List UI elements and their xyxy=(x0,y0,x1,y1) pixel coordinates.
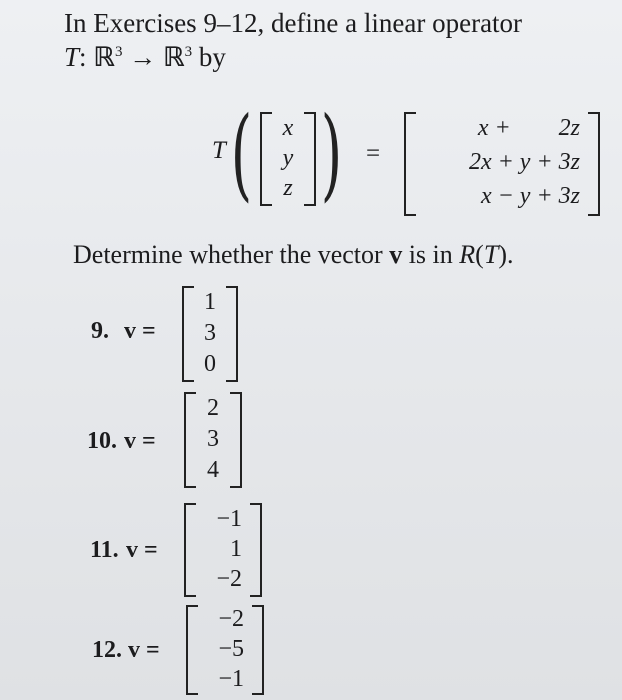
codomain-exponent: 3 xyxy=(184,44,193,60)
vector-v: v xyxy=(389,240,403,269)
by-word: by xyxy=(198,42,226,72)
output-vector xyxy=(404,112,600,216)
operator-symbol: T xyxy=(64,42,80,72)
intro-line-1: In Exercises 9–12, define a linear operator xyxy=(64,8,523,38)
exercise-vector xyxy=(182,286,238,382)
entry-1: −2 xyxy=(218,606,244,632)
operator-T: T xyxy=(212,137,226,164)
exercise-vector xyxy=(186,605,264,695)
instruction-pre: Determine whether the vector xyxy=(73,240,390,269)
colon: : xyxy=(79,42,87,72)
output-row-1: x + 2z xyxy=(477,115,580,141)
entry-2: 3 xyxy=(204,320,216,346)
range-symbol: R xyxy=(459,240,476,269)
input-y: y xyxy=(282,145,294,171)
codomain-symbol: ℝ xyxy=(162,42,185,73)
intro-line-2 xyxy=(64,40,522,75)
operator-ref: T xyxy=(483,240,499,269)
exercise-number: 10. xyxy=(87,428,117,454)
bracket-left xyxy=(184,503,196,597)
exercise-number: 9. xyxy=(91,318,109,344)
vector-assignment: v = xyxy=(126,537,158,563)
domain-symbol: ℝ xyxy=(93,42,115,73)
entry-3: 0 xyxy=(204,351,216,377)
exercise-number: 11. xyxy=(90,537,119,563)
input-z: z xyxy=(283,175,293,201)
intro-text xyxy=(64,6,522,75)
vector-assignment: v = xyxy=(124,318,156,344)
entry-1: −1 xyxy=(216,506,242,532)
bracket-left xyxy=(404,112,416,216)
output-row-2: 2x + y + 3z xyxy=(468,149,580,175)
vector-assignment: v = xyxy=(124,428,156,454)
maps-to-arrow: → xyxy=(129,42,157,72)
equals-sign: = xyxy=(366,140,381,167)
paren-close: ). xyxy=(498,240,514,269)
bracket-left xyxy=(186,605,198,695)
exercise-number: 12. xyxy=(92,637,122,663)
entry-3: −1 xyxy=(218,666,244,692)
entry-3: −2 xyxy=(216,566,242,592)
bracket-right xyxy=(250,503,262,597)
instruction-text xyxy=(73,240,513,270)
entry-1: 1 xyxy=(204,289,216,315)
domain-exponent: 3 xyxy=(114,44,123,60)
entry-3: 4 xyxy=(207,457,219,483)
entry-2: 3 xyxy=(207,426,219,452)
entry-2: 1 xyxy=(230,536,242,562)
entry-1: 2 xyxy=(207,395,219,421)
input-vector xyxy=(260,112,316,206)
exercise-vector xyxy=(184,503,262,597)
instruction-mid: is in xyxy=(402,240,460,269)
entry-2: −5 xyxy=(218,636,244,662)
bracket-right xyxy=(588,112,600,216)
bracket-right xyxy=(252,605,264,695)
right-paren: ) xyxy=(320,95,343,212)
input-x: x xyxy=(282,115,294,141)
paren-open: ( xyxy=(475,240,484,269)
output-row-3: x − y + 3z xyxy=(480,183,580,209)
vector-assignment: v = xyxy=(128,637,160,663)
exercise-vector xyxy=(184,392,242,488)
left-paren: ( xyxy=(230,95,253,212)
